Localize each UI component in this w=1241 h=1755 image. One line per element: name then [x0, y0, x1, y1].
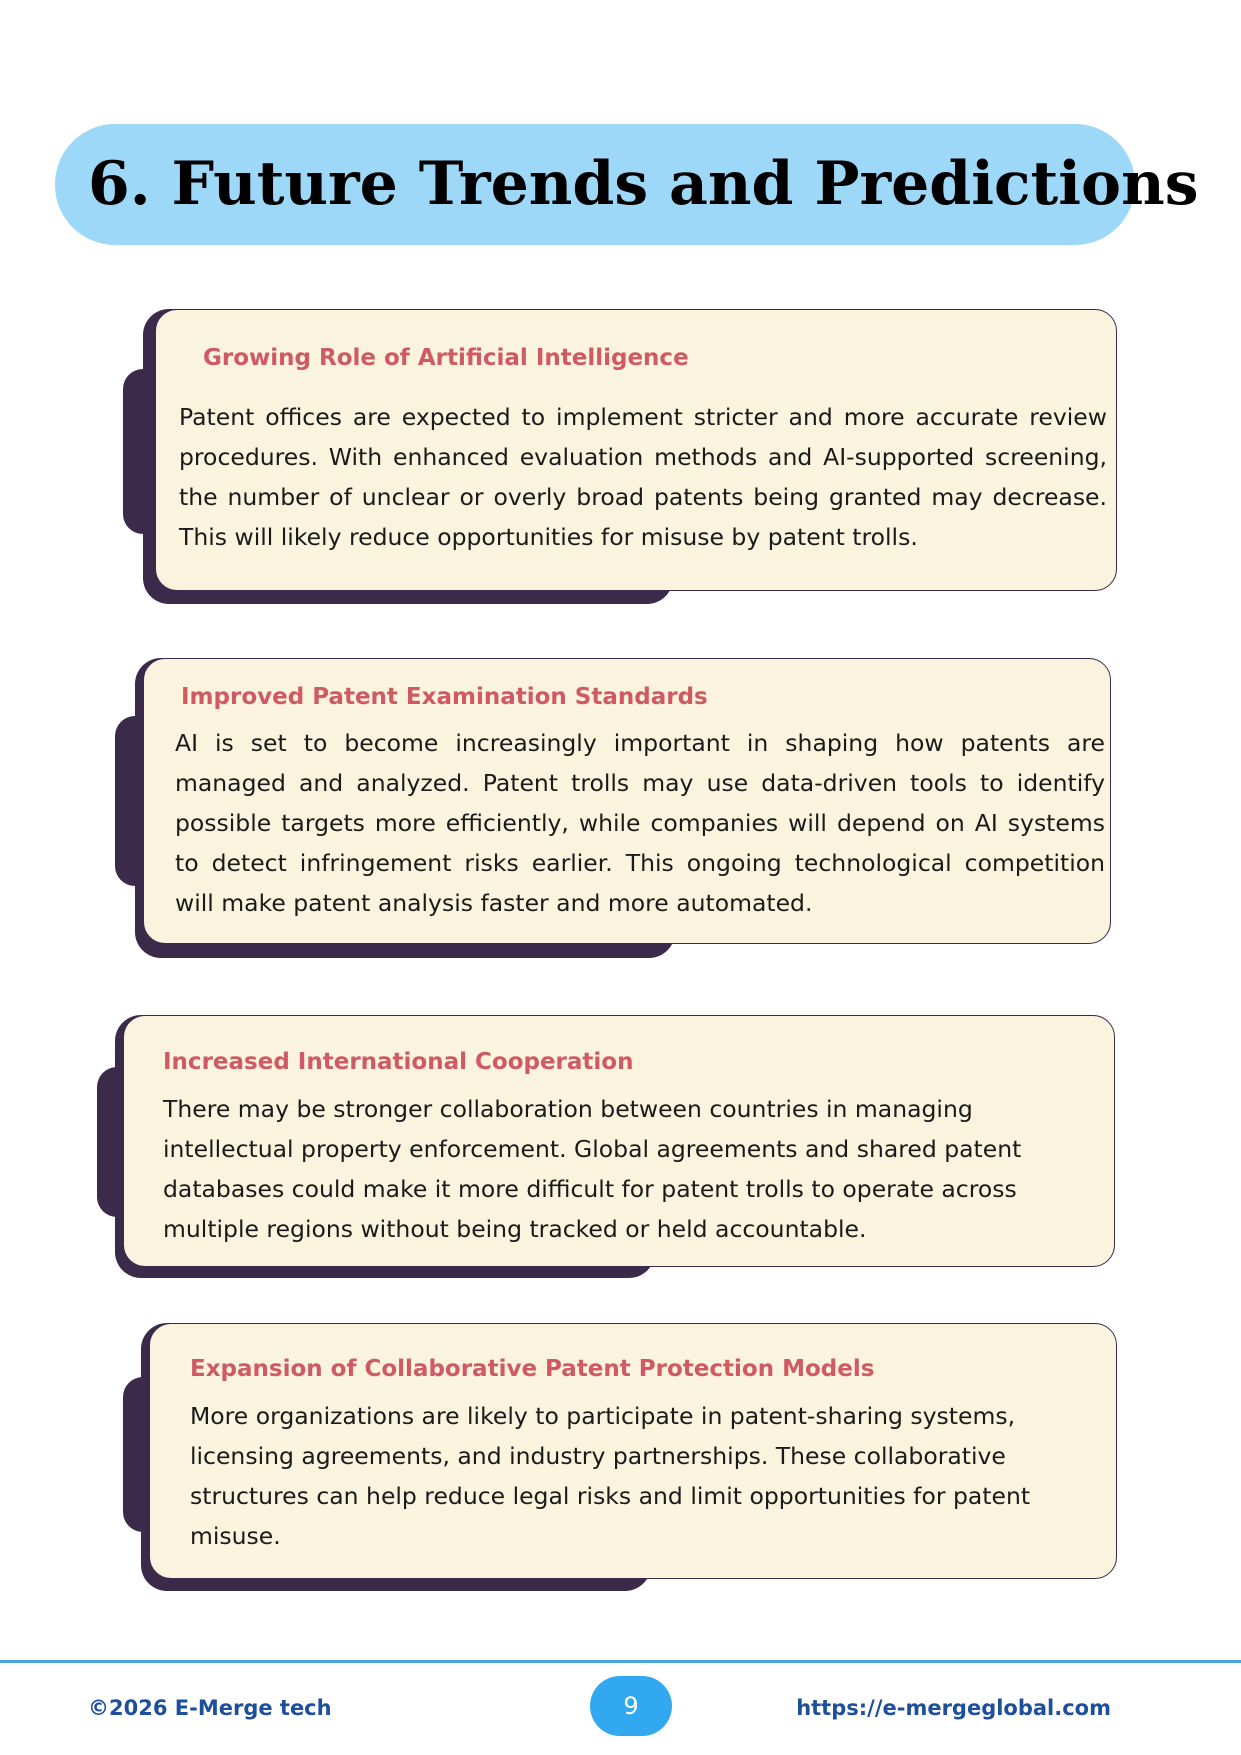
page-number: 9	[623, 1692, 639, 1720]
footer-url-link[interactable]: https://e-mergeglobal.com	[796, 1696, 1111, 1720]
trend-card-international-cooperation	[97, 1015, 1127, 1280]
card-heading: Increased International Cooperation	[163, 1049, 634, 1075]
card-body: There may be stronger collaboration between countries in managing intellectual property enforcement. Global agreements and shared patent databases could make it more difficult for patent trolls to operate across multiple regions without being tracked or held accountable.	[163, 1095, 1022, 1243]
card-heading: Expansion of Collaborative Patent Protection Models	[190, 1356, 875, 1382]
card-body: AI is set to become increasingly important in shaping how patents are managed and analyzed. Patent trolls may use data-driven tools to identify possible targets more efficiently, while companies will depend on AI systems to detect infringement risks earlier. This ongoing technological competition will make patent analysis faster and more automated.	[175, 729, 1105, 917]
trend-card-collaborative-models	[123, 1323, 1123, 1593]
footer-divider	[0, 1660, 1241, 1663]
page-number-badge	[590, 1676, 672, 1736]
page-title: 6. Future Trends and Predictions	[88, 149, 1199, 219]
trend-card-examination-standards	[115, 658, 1115, 958]
footer-copyright: ©2026 E-Merge tech	[88, 1696, 332, 1720]
card-body: More organizations are likely to participate in patent-sharing systems, licensing agreements, and industry partnerships. These collaborative structures can help reduce legal risks and limit opportunities for patent misuse.	[190, 1402, 1031, 1550]
trend-card-ai-role	[123, 309, 1123, 609]
card-heading: Improved Patent Examination Standards	[181, 684, 708, 710]
card-body: Patent offices are expected to implement stricter and more accurate review procedures. With enhanced evaluation methods and AI-supported screening, the number of unclear or overly broad patents being granted may decrease. This will likely reduce opportunities for misuse by patent trolls.	[179, 403, 1107, 551]
card-heading: Growing Role of Artificial Intelligence	[203, 345, 689, 371]
